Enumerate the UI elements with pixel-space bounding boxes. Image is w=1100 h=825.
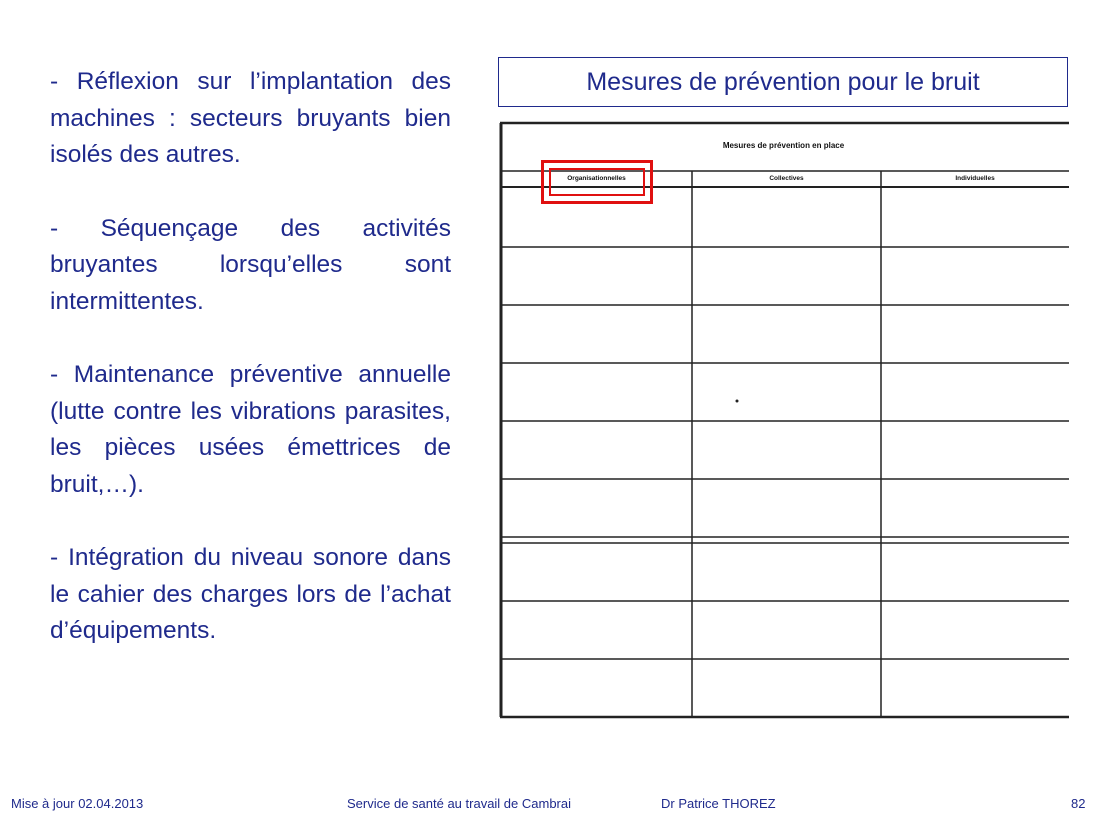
footer-author: Dr Patrice THOREZ: [661, 796, 776, 811]
highlight-box: [541, 160, 653, 204]
bullet-list: [50, 64, 451, 687]
bullet-item: - Intégration du niveau sonore dans le cahier des charges lors de l’achat d’équipements.: [50, 544, 451, 644]
footer-service: Service de santé au travail de Cambrai: [347, 796, 572, 811]
form-grid: [498, 119, 1069, 719]
slide-title-text: Mesures de prévention pour le bruit: [586, 67, 980, 96]
speck: [736, 400, 739, 403]
form-heading: Mesures de prévention en place: [722, 141, 845, 150]
footer-update-date: Mise à jour 02.04.2013: [11, 796, 144, 811]
column-header-individuelles: Individuelles: [955, 175, 995, 182]
slide-title: [498, 57, 1068, 107]
column-header-collectives: Collectives: [769, 175, 804, 182]
footer-page-number: 82: [1071, 796, 1086, 811]
bullet-item: - Réflexion sur l’implantation des machines : secteurs bruyants bien isolés des autres.: [50, 68, 451, 168]
bullet-item: - Séquençage des activités bruyantes lorsqu’elles sont intermittentes.: [50, 214, 451, 315]
column-header-organisationnelles: Organisationnelles: [567, 175, 626, 182]
bullet-item: - Maintenance préventive annuelle (lutte contre les vibrations parasites, les pièces usées émettrices de bruit,…).: [50, 361, 451, 498]
prevention-form: [498, 119, 1069, 719]
